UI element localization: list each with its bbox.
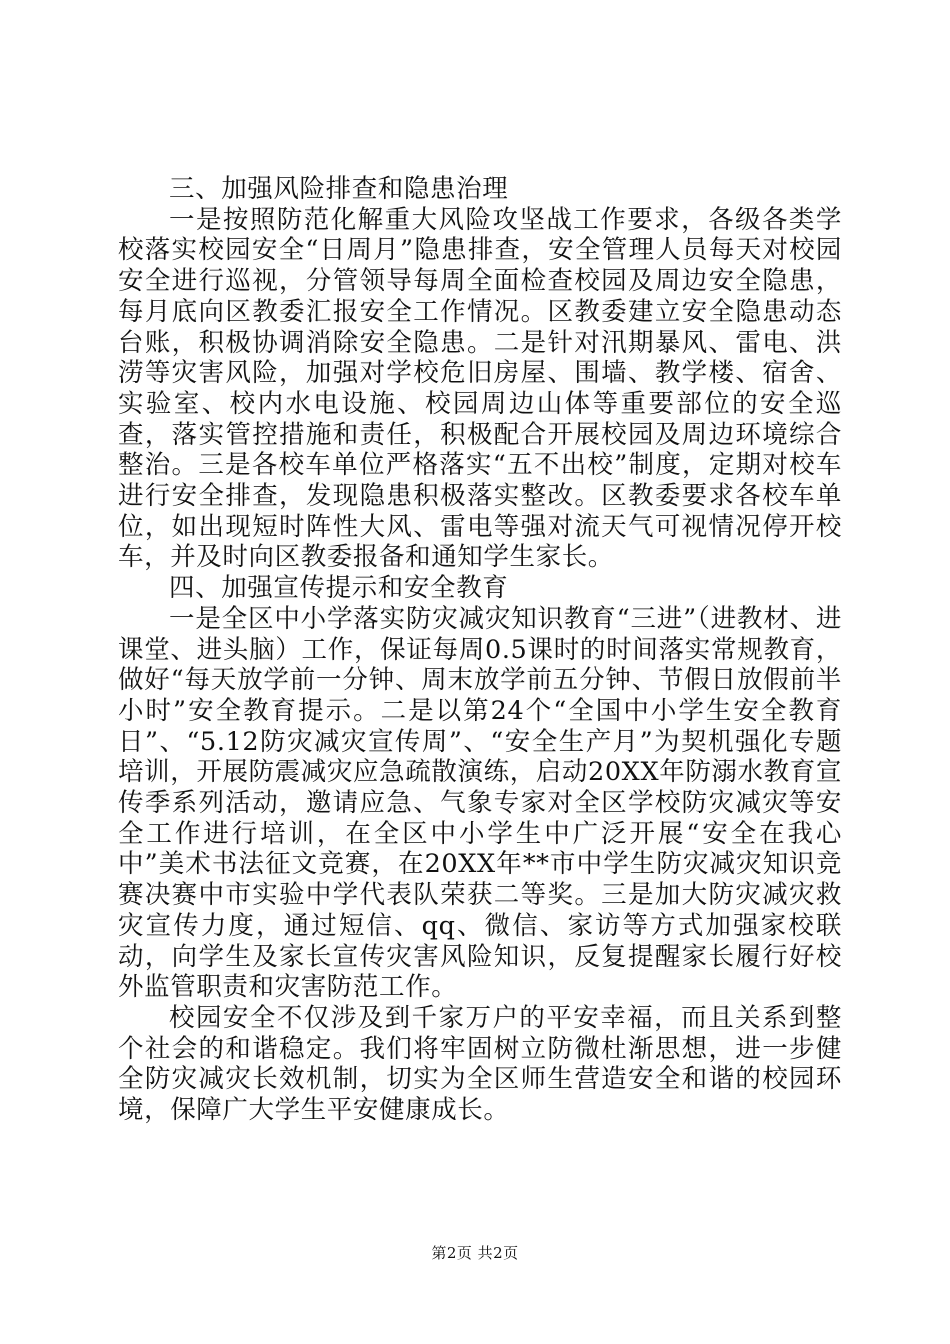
paragraph-risk-inspection: 一是按照防范化解重大风险攻坚战工作要求，各级各类学校落实校园安全“日周月”隐患排查，安全管理人员每天对校园安全进行巡视，分管领导每周全面检查校园及周边安全隐患，每月底向区教委汇报安全工作情况。区教委建立安全隐患动态台账，积极协调消除安全隐患。二是针对汛期暴风、雷电、洪涝等灾害风险，加强对学校危旧房屋、围墙、教学楼、宿舍、实验室、校内水电设施、校园周边山体等重要部位的安全巡查，落实管控措施和责任，积极配合开展校园及周边环境综合整治。三是各校车单位严格落实“五不出校”制度，定期对校车进行安全排查，发现隐患积极落实整改。区教委要求各校车单位，如出现短时阵性大风、雷电等强对流天气可视情况停开校车，并及时向区教委报备和通知学生家长。 [118,204,842,573]
document-body [118,174,842,1126]
section-heading-4: 四、加强宣传提示和安全教育 [169,573,509,604]
section-heading-3: 三、加强风险排查和隐患治理 [169,174,509,204]
paragraph-conclusion: 校园安全不仅涉及到千家万户的平安幸福，而且关系到整个社会的和谐稳定。我们将牢固树立防微杜渐思想，进一步健全防灾减灾长效机制，切实为全区师生营造安全和谐的校园环境，保障广大学生平安健康成长。 [118,1002,842,1126]
paragraph-safety-education: 一是全区中小学落实防灾减灾知识教育“三进”（进教材、进课堂、进头脑）工作，保证每周0.5课时的时间落实常规教育，做好“每天放学前一分钟、周末放学前五分钟、节假日放假前半小时”安全教育提示。二是以第24个“全国中小学生安全教育日”、“5.12防灾减灾宣传周”、“安全生产月”为契机强化专题培训，开展防震减灾应急疏散演练，启动20XX年防溺水教育宣传季系列活动，邀请应急、气象专家对全区学校防灾减灾等安全工作进行培训，在全区中小学生中广泛开展“安全在我心中”美术书法征文竞赛，在20XX年**市中学生防灾减灾知识竞赛决赛中市实验中学代表队荣获二等奖。三是加大防灾减灾救灾宣传力度，通过短信、qq、微信、家访等方式加强家校联动，向学生及家长宣传灾害风险知识，反复提醒家长履行好校外监管职责和灾害防范工作。 [118,603,842,1003]
page-footer: 第2页 共2页 [431,1244,519,1262]
